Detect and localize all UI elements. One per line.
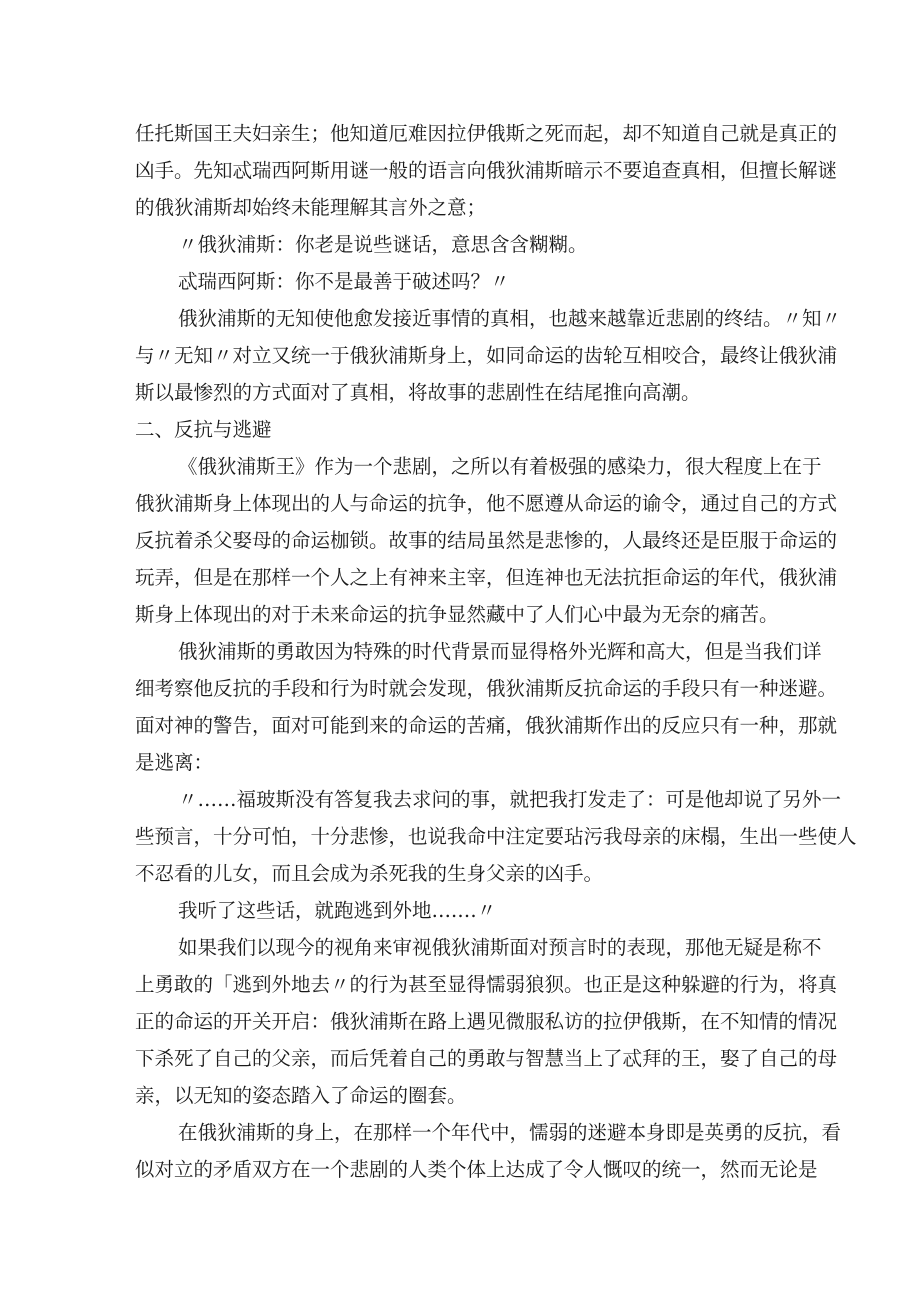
text-line: 细考察他反抗的手段和行为时就会发现，俄狄浦斯反抗命运的手段只有一种迷避。 <box>135 677 838 700</box>
text-line: 俄狄浦斯的无知使他愈发接近事情的真相，也越来越靠近悲剧的终结。〃知〃 <box>178 307 842 330</box>
text-line: 凶手。先知忒瑞西阿斯用谜一般的语言向俄狄浦斯暗示不要追查真相，但擅长解谜 <box>135 159 838 182</box>
quote-line: 不忍看的儿女，而且会成为杀死我的生身父亲的凶手。 <box>135 862 604 885</box>
text-line: 是逃离： <box>135 751 214 774</box>
text-line: 面对神的警告，面对可能到来的命运的苦痛，俄狄浦斯作出的反应只有一种，那就 <box>135 714 838 737</box>
text-line: 斯以最惨烈的方式面对了真相，将故事的悲剧性在结尾推向高潮。 <box>135 381 701 404</box>
text-line: 的俄狄浦斯却始终未能理解其言外之意； <box>135 196 487 219</box>
quote-line: 我听了这些话，就跑逃到外地….…〃 <box>178 899 497 922</box>
text-line: 反抗着杀父娶母的命运枷锁。故事的结局虽然是悲惨的，人最终还是臣服于命运的 <box>135 529 838 552</box>
text-line: 在俄狄浦斯的身上，在那样一个年代中，懦弱的迷避本身即是英勇的反抗，看 <box>178 1121 842 1144</box>
text-line: 下杀死了自己的父亲，而后凭着自己的勇敢与智慧当上了忒拜的王，娶了自己的母 <box>135 1047 838 1070</box>
text-line: 如果我们以现今的视角来审视俄狄浦斯面对预言时的表现，那他无疑是称不 <box>178 936 822 959</box>
section-heading: 二、反抗与逃避 <box>135 418 272 441</box>
text-line: 《俄狄浦斯王》作为一个悲剧，之所以有着极强的感染力，很大程度上在于 <box>178 455 822 478</box>
text-line: 任托斯国王夫妇亲生；他知道厄难因拉伊俄斯之死而起，却不知道自己就是真正的 <box>135 122 838 145</box>
text-line: 似对立的矛盾双方在一个悲剧的人类个体上达成了令人慨叹的统一，然而无论是 <box>135 1158 818 1181</box>
text-line: 玩弄，但是在那样一个人之上有神来主宰，但连神也无法抗拒命运的年代，俄狄浦 <box>135 566 838 589</box>
text-line: 俄狄浦斯身上体现出的人与命运的抗争，他不愿遵从命运的谕令，通过自己的方式 <box>135 492 838 515</box>
text-line: 上勇敢的「逃到外地去〃的行为甚至显得懦弱狼狈。也正是这种躲避的行为，将真 <box>135 973 838 996</box>
quote-line: 〃……福玻斯没有答复我去求问的事，就把我打发走了：可是他却说了另外一 <box>178 788 842 811</box>
text-line: 与〃无知〃对立又统一于俄狄浦斯身上，如同命运的齿轮互相咬合，最终让俄狄浦 <box>135 344 838 367</box>
dialogue-line: 忒瑞西阿斯：你不是最善于破述吗？〃 <box>178 270 510 293</box>
quote-line: 些预言，十分可怕，十分悲惨，也说我命中注定要玷污我母亲的床榻，生出一些使人 <box>135 825 857 848</box>
dialogue-line: 〃俄狄浦斯：你老是说些谜话，意思含含糊糊。 <box>178 233 588 256</box>
text-line: 斯身上体现出的对于未来命运的抗争显然藏中了人们心中最为无奈的痛苦。 <box>135 603 779 626</box>
text-line: 亲，以无知的姿态踏入了命运的圈套。 <box>135 1084 467 1107</box>
text-line: 正的命运的开关开启：俄狄浦斯在路上遇见微服私访的拉伊俄斯，在不知情的情况 <box>135 1010 838 1033</box>
text-line: 俄狄浦斯的勇敢因为特殊的时代背景而显得格外光辉和高大，但是当我们详 <box>178 640 822 663</box>
